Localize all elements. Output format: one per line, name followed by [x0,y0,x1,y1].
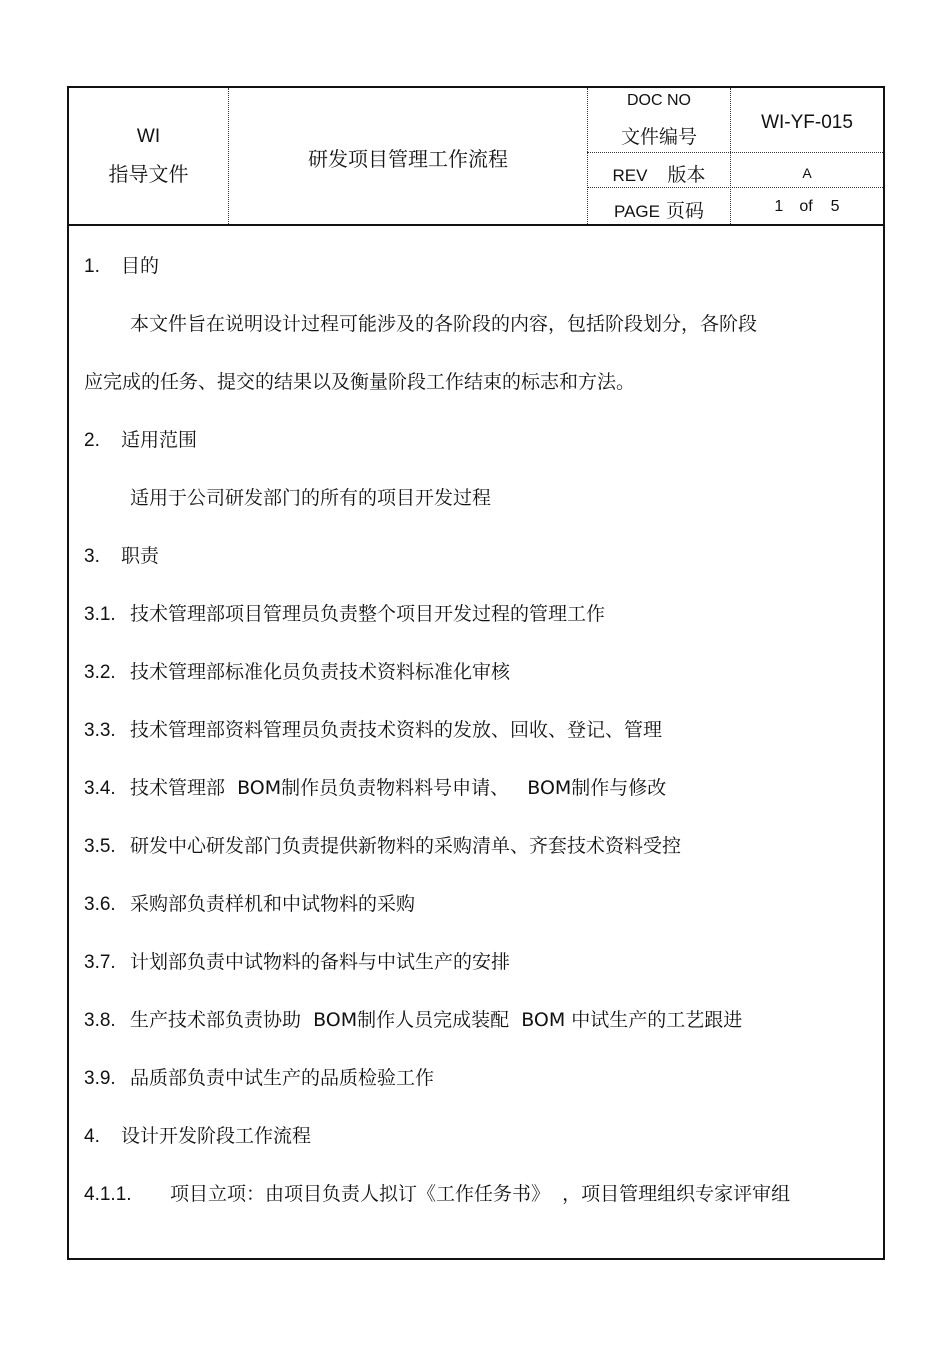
item-number: 3.6. [84,894,116,915]
rev-value: A [802,165,812,181]
section-title: 目的 [121,255,160,277]
list-item [84,1179,790,1206]
item-number: 3.1. [84,604,116,625]
section-heading [84,251,159,278]
item-number: 3.3. [84,720,116,741]
document-title: 研发项目管理工作流程 [308,147,508,171]
rev-label [588,160,730,187]
list-item [84,599,605,626]
section-number: 3. [84,546,100,567]
item-text: 技术管理部资料管理员负责技术资料的发放、回收、登记、管理 [130,719,663,741]
page-label [588,196,730,223]
list-item [84,1063,434,1090]
item-text: 生产技术部负责协助 BOM制作人员完成装配 BOM 中试生产的工艺跟进 [130,1009,743,1031]
section-number: 2. [84,430,100,451]
document-frame [67,86,885,1260]
doc-no-value: WI-YF-015 [761,112,853,133]
list-item [84,657,510,684]
item-number: 3.7. [84,952,116,973]
section-title: 设计开发阶段工作流程 [121,1125,312,1147]
doc-type-en: WI [136,126,161,147]
item-text: 品质部负责中试生产的品质检验工作 [130,1067,435,1089]
section-heading [84,425,197,452]
page-label-zh: 页码 [665,200,704,222]
header-divider [587,187,883,188]
page-of: of [799,198,813,215]
section-title: 适用范围 [121,429,198,451]
page-total: 5 [830,198,840,215]
item-text: 研发中心研发部门负责提供新物料的采购清单、齐套技术资料受控 [130,835,682,857]
item-number: 3.2. [84,662,116,683]
item-text: 技术管理部 BOM制作员负责物料料号申请、 BOM制作与修改 [130,777,667,799]
item-text: 技术管理部项目管理员负责整个项目开发过程的管理工作 [130,603,606,625]
doc-no-label-zh: 文件编号 [620,126,697,148]
item-number: 3.4. [84,778,116,799]
list-item [84,715,662,742]
header-divider [587,152,883,153]
rev-label-en: REV [612,166,648,185]
section-number: 1. [84,256,100,277]
item-text: 计划部负责中试物料的备料与中试生产的安排 [130,951,511,973]
item-number: 3.9. [84,1068,116,1089]
paragraph-line: 本文件旨在说明设计过程可能涉及的各阶段的内容，包括阶段划分，各阶段 [130,313,758,335]
section-heading [84,1121,311,1148]
item-text: 采购部负责样机和中试物料的采购 [130,893,416,915]
item-text: 项目立项：由项目负责人拟订《工作任务书》 ，项目管理组织专家评审组 [170,1183,791,1205]
section-number: 4. [84,1126,100,1147]
item-number: 4.1.1. [84,1184,132,1205]
doc-no-label-en: DOC NO [627,92,691,109]
doc-type-zh: 指导文件 [108,162,189,186]
list-item [84,1005,742,1032]
rev-label-zh: 版本 [667,164,706,186]
list-item [84,831,681,858]
page-current: 1 [774,198,784,215]
page-label-en: PAGE [614,202,660,221]
item-text: 技术管理部标准化员负责技术资料标准化审核 [130,661,511,683]
item-number: 3.8. [84,1010,116,1031]
section-heading [84,541,159,568]
page-number [731,198,883,216]
list-item [84,889,415,916]
section-title: 职责 [121,545,160,567]
list-item [84,947,510,974]
document-header-table [69,88,883,226]
item-number: 3.5. [84,836,116,857]
paragraph-line: 应完成的任务、提交的结果以及衡量阶段工作结束的标志和方法。 [84,371,636,393]
paragraph-line: 适用于公司研发部门的所有的项目开发过程 [130,487,492,509]
list-item [84,773,666,800]
